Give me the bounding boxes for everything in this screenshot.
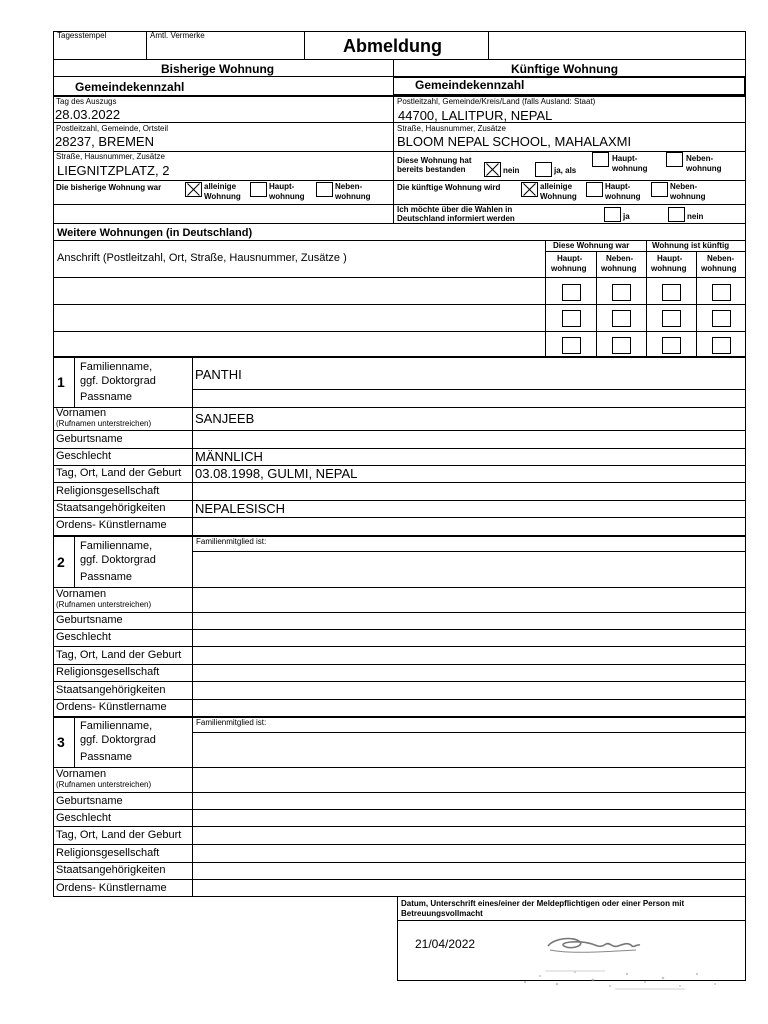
- existed-nein-label: nein: [503, 166, 520, 175]
- p2-religion-label: Religionsgesellschaft: [56, 666, 160, 678]
- p3-orden-label: Ordens- Künstlername: [56, 882, 167, 894]
- existed-nein-checkbox[interactable]: [484, 162, 501, 177]
- p1-familienname-value[interactable]: PANTHI: [195, 367, 242, 382]
- prev-neben-checkbox[interactable]: [316, 182, 333, 197]
- p3-passname-label: Passname: [80, 751, 132, 763]
- p1-vornamen-value[interactable]: SANJEEB: [195, 411, 255, 426]
- prev-plz-label: Postleitzahl, Gemeinde, Ortsteil: [56, 124, 169, 133]
- p2-rufnamen-label: (Rufnamen unterstreichen): [56, 600, 152, 609]
- wahl-label-1: Ich möchte über die Wahlen in: [397, 205, 513, 214]
- prev-gemeindekennzahl: Gemeindekennzahl: [75, 80, 185, 94]
- p3-geburt-label: Tag, Ort, Land der Geburt: [56, 829, 182, 841]
- fut-neben-label-2: wohnung: [670, 192, 706, 201]
- p1-geburt-label: Tag, Ort, Land der Geburt: [56, 467, 182, 479]
- fut-type-label: Die künftige Wohnung wird: [397, 183, 501, 192]
- weitere-2-kuenftig-haupt[interactable]: [662, 310, 681, 327]
- prev-haupt-label-2: wohnung: [269, 192, 305, 201]
- weitere-3-war-haupt[interactable]: [562, 337, 581, 354]
- wahl-nein-label: nein: [687, 212, 704, 221]
- p3-geschlecht-label: Geschlecht: [56, 812, 112, 824]
- weitere-header: Weitere Wohnungen (in Deutschland): [57, 227, 253, 239]
- kuenftig-neben-2: wohnung: [701, 264, 737, 273]
- p1-geburt-value[interactable]: 03.08.1998, GULMI, NEPAL: [195, 466, 358, 481]
- weitere-3-kuenftig-neben[interactable]: [712, 337, 731, 354]
- p2-geschlecht-label: Geschlecht: [56, 631, 112, 643]
- existed-neben-label-2: wohnung: [686, 164, 722, 173]
- prev-neben-label: Neben-: [335, 182, 363, 191]
- p2-doktorgrad-label: ggf. Doktorgrad: [80, 554, 156, 566]
- person-2-number: 2: [57, 554, 65, 570]
- existed-haupt-checkbox[interactable]: [592, 152, 609, 167]
- kuenftig-header: Wohnung ist künftig: [652, 241, 730, 250]
- fut-plz-value[interactable]: 44700, LALITPUR, NEPAL: [398, 108, 553, 123]
- p1-geburtsname-label: Geburtsname: [56, 433, 123, 445]
- fut-haupt-label: Haupt-: [605, 182, 631, 191]
- p2-orden-label: Ordens- Künstlername: [56, 701, 167, 713]
- weitere-1-kuenftig-neben[interactable]: [712, 284, 731, 301]
- kuenftig-haupt: Haupt-: [657, 254, 683, 263]
- p3-staat-label: Staatsangehörigkeiten: [56, 864, 166, 876]
- prev-plz-value[interactable]: 28237, BREMEN: [55, 134, 154, 149]
- signature-label-1: Datum, Unterschrift eines/einer der Meldepflichtigen oder einer Person mit: [401, 899, 685, 908]
- prev-neben-label-2: wohnung: [335, 192, 371, 201]
- p1-staat-label: Staatsangehörigkeiten: [56, 502, 166, 514]
- p2-geburt-label: Tag, Ort, Land der Geburt: [56, 649, 182, 661]
- weitere-3-kuenftig-haupt[interactable]: [662, 337, 681, 354]
- stamp-smudge: [505, 962, 735, 996]
- weitere-2-war-neben[interactable]: [612, 310, 631, 327]
- kuenftig-haupt-2: wohnung: [651, 264, 687, 273]
- person-3-number: 3: [57, 734, 65, 750]
- weitere-3-war-neben[interactable]: [612, 337, 631, 354]
- fut-street-label: Straße, Hausnummer, Zusätze: [397, 124, 506, 133]
- weitere-1-kuenftig-haupt[interactable]: [662, 284, 681, 301]
- fut-haupt-checkbox[interactable]: [586, 182, 603, 197]
- p1-geschlecht-label: Geschlecht: [56, 450, 112, 462]
- fut-alleinige-label-2: Wohnung: [540, 192, 577, 201]
- p3-geburtsname-label: Geburtsname: [56, 795, 123, 807]
- wahl-nein-checkbox[interactable]: [668, 207, 685, 222]
- prev-street-label: Straße, Hausnummer, Zusätze: [56, 152, 165, 161]
- existed-haupt-label-2: wohnung: [612, 164, 648, 173]
- handwritten-signature: [540, 932, 650, 962]
- p1-staat-value[interactable]: NEPALESISCH: [195, 501, 286, 516]
- fut-street-value[interactable]: BLOOM NEPAL SCHOOL, MAHALAXMI: [397, 134, 632, 149]
- p2-passname-label: Passname: [80, 571, 132, 583]
- weitere-2-kuenftig-neben[interactable]: [712, 310, 731, 327]
- p2-familienname-label: Familienname,: [80, 540, 153, 552]
- prev-type-label: Die bisherige Wohnung war: [56, 183, 162, 192]
- address-label: Anschrift (Postleitzahl, Ort, Straße, Hausnummer, Zusätze ): [57, 252, 347, 264]
- existed-label-2: bereits bestanden: [397, 165, 466, 174]
- amtl-vermerke-label: Amtl. Vermerke: [150, 31, 205, 40]
- existed-neben-label: Neben-: [686, 154, 714, 163]
- existed-ja-checkbox[interactable]: [535, 162, 552, 177]
- p1-vornamen-label: Vornamen: [56, 407, 107, 419]
- war-haupt-2: wohnung: [551, 264, 587, 273]
- p1-doktorgrad-label: ggf. Doktorgrad: [80, 375, 156, 387]
- p2-vornamen-label: Vornamen: [56, 588, 107, 600]
- p3-rufnamen-label: (Rufnamen unterstreichen): [56, 780, 152, 789]
- signature-label-2: Betreuungsvollmacht: [401, 909, 483, 918]
- weitere-1-war-neben[interactable]: [612, 284, 631, 301]
- war-haupt: Haupt-: [557, 254, 583, 263]
- p1-religion-label: Religionsgesellschaft: [56, 485, 160, 497]
- existed-haupt-label: Haupt-: [612, 154, 638, 163]
- prev-haupt-label: Haupt-: [269, 182, 295, 191]
- wahl-ja-checkbox[interactable]: [604, 207, 621, 222]
- p1-familienname-label: Familienname,: [80, 361, 153, 373]
- war-neben-2: wohnung: [601, 264, 637, 273]
- fut-plz-label: Postleitzahl, Gemeinde/Kreis/Land (falls Ausland: Staat): [397, 97, 596, 106]
- p2-familienmitglied-label: Familienmitglied ist:: [196, 537, 267, 546]
- auszug-label: Tag des Auszugs: [56, 97, 117, 106]
- p3-familienname-label: Familienname,: [80, 720, 153, 732]
- prev-alleinige-checkbox[interactable]: [185, 182, 202, 197]
- p3-doktorgrad-label: ggf. Doktorgrad: [80, 734, 156, 746]
- wahl-ja-label: ja: [623, 212, 630, 221]
- fut-neben-checkbox[interactable]: [651, 182, 668, 197]
- p3-familienmitglied-label: Familienmitglied ist:: [196, 718, 267, 727]
- p2-geburtsname-label: Geburtsname: [56, 614, 123, 626]
- prev-alleinige-label-2: Wohnung: [204, 192, 241, 201]
- prev-haupt-checkbox[interactable]: [250, 182, 267, 197]
- form-title: Abmeldung: [343, 36, 442, 56]
- p3-vornamen-label: Vornamen: [56, 768, 107, 780]
- tagesstempel-label: Tagesstempel: [57, 31, 107, 40]
- weitere-address-3[interactable]: [54, 332, 544, 356]
- fut-neben-label: Neben-: [670, 182, 698, 191]
- existed-label-1: Diese Wohnung hat: [397, 156, 472, 165]
- p1-orden-label: Ordens- Künstlername: [56, 519, 167, 531]
- weitere-2-war-haupt[interactable]: [562, 310, 581, 327]
- person-1-number: 1: [57, 374, 65, 390]
- wahl-label-2: Deutschland informiert werden: [397, 214, 515, 223]
- prev-street-value[interactable]: LIEGNITZPLATZ, 2: [57, 163, 170, 178]
- kuenftig-neben: Neben-: [707, 254, 735, 263]
- existed-neben-checkbox[interactable]: [666, 152, 683, 167]
- fut-gemeindekennzahl: Gemeindekennzahl: [415, 78, 525, 92]
- fut-alleinige-checkbox[interactable]: [521, 182, 538, 197]
- existed-ja-label: ja, als: [554, 166, 577, 175]
- weitere-1-war-haupt[interactable]: [562, 284, 581, 301]
- war-neben: Neben-: [606, 254, 634, 263]
- signature-date[interactable]: 21/04/2022: [415, 937, 476, 951]
- auszug-value[interactable]: 28.03.2022: [55, 107, 121, 122]
- p2-staat-label: Staatsangehörigkeiten: [56, 684, 166, 696]
- p3-religion-label: Religionsgesellschaft: [56, 847, 160, 859]
- weitere-address-1[interactable]: [54, 278, 544, 304]
- future-header: Künftige Wohnung: [511, 62, 619, 76]
- p1-rufnamen-label: (Rufnamen unterstreichen): [56, 419, 152, 428]
- p1-passname-label: Passname: [80, 391, 132, 403]
- weitere-address-2[interactable]: [54, 305, 544, 331]
- fut-alleinige-label: alleinige: [540, 182, 573, 191]
- fut-haupt-label-2: wohnung: [605, 192, 641, 201]
- previous-header: Bisherige Wohnung: [161, 62, 275, 76]
- war-header: Diese Wohnung war: [553, 241, 630, 250]
- prev-alleinige-label: alleinige: [204, 182, 237, 191]
- p1-geschlecht-value[interactable]: MÄNNLICH: [195, 449, 263, 464]
